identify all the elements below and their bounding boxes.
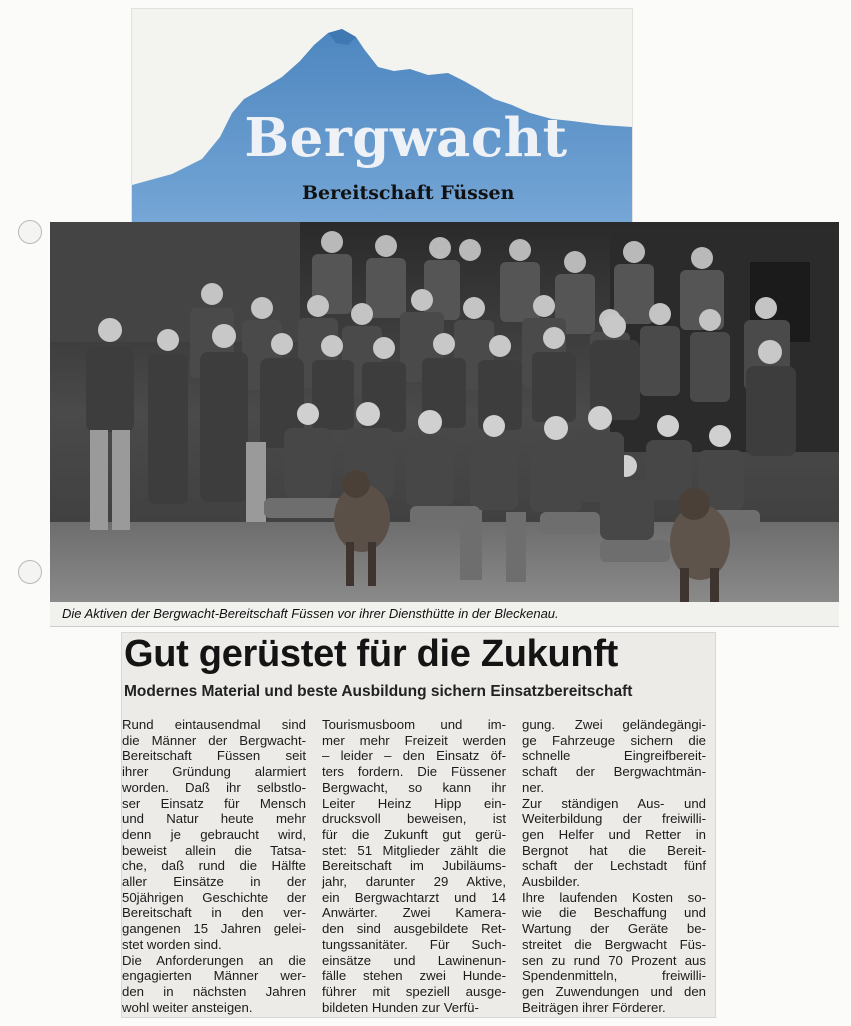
- article-line: Tourismusboom und im-: [322, 717, 506, 732]
- article-line: schaft der Bergwachtmän-: [522, 764, 706, 780]
- article-line: wie die Beschaffung und: [522, 905, 706, 921]
- article-line: Bereitschaft in den ver-: [122, 905, 306, 921]
- article-column-2: [322, 717, 506, 1015]
- article-line: beweist allein die Tatsa-: [122, 842, 306, 858]
- binder-hole-top: [18, 220, 42, 244]
- article-line: tungssanitäter. Für Such-: [322, 936, 506, 952]
- article-line: und Natur heute mehr: [122, 811, 306, 827]
- article-paragraph: [122, 953, 306, 1016]
- article-column-1: [122, 717, 306, 1015]
- article-line: Bergwacht, so kann ihr: [322, 779, 506, 795]
- article-paragraph: [522, 717, 706, 796]
- group-photo: [50, 222, 839, 602]
- article-line: wohl weiter ansteigen.: [122, 999, 253, 1015]
- article-line: mer mehr Freizeit werden: [322, 732, 506, 748]
- article-line: Die Anforderungen an die: [122, 952, 306, 968]
- group-photo-image: [50, 222, 839, 602]
- article-line: einsätze und Lawinenun-: [322, 952, 506, 968]
- article-line: Weiterbildung der freiwilli-: [522, 811, 706, 827]
- article-line: die Männer der Bergwacht-: [122, 732, 306, 748]
- article-line: aller Einsätze in der: [122, 874, 306, 890]
- article-line: Ausbilder.: [522, 874, 580, 890]
- article-headline: Gut gerüstet für die Zukunft: [124, 633, 619, 675]
- binder-hole-bottom: [18, 560, 42, 584]
- article-line: stet worden sind.: [122, 936, 222, 952]
- article-line: Bereitschaft im Jubiläums-: [322, 858, 506, 874]
- article-line: fälle stehen zwei Hunde-: [322, 968, 506, 984]
- article-paragraph: [522, 796, 706, 890]
- article-line: ner.: [522, 779, 544, 795]
- article-line: gung. Zwei geländegängi-: [522, 717, 706, 732]
- article-line: 50jährigen Geschichte der: [122, 889, 306, 905]
- article-line: ge Fahrzeuge sichern die: [522, 732, 706, 748]
- bergwacht-wordmark: Bergwacht: [244, 107, 568, 169]
- article-line: Ihre laufenden Kosten so-: [522, 889, 706, 905]
- article-line: führer mit speziell ausge-: [322, 983, 506, 999]
- article-line: gangenen 15 Jahren gelei-: [122, 921, 306, 937]
- article-line: Bereitschaft Füssen seit: [122, 748, 306, 764]
- article-line: stet: 51 Mitglieder zählt die: [322, 842, 506, 858]
- article-paragraph: [122, 717, 306, 953]
- article-line: gen Helfer und Retter in: [522, 826, 706, 842]
- article-line: Zur ständigen Aus- und: [522, 795, 706, 811]
- article-line: Bergnot hat die Bereit-: [522, 842, 706, 858]
- article-line: drucksvoll beweisen, ist: [322, 811, 506, 827]
- article-line: Spendenmitteln, freiwilli-: [522, 968, 706, 984]
- article-subheadline: Modernes Material und beste Ausbildung sichern Einsatzbereitschaft: [124, 683, 633, 700]
- article-line: – leider – den Einsatz öf-: [322, 748, 506, 764]
- bereitschaft-subtitle: Bereitschaft Füssen: [302, 182, 515, 204]
- article-line: den sind ausgebildete Ret-: [322, 921, 506, 937]
- article-line: schnelle Eingreifbereit-: [522, 748, 706, 764]
- article-line: den in nächsten Jahren: [122, 983, 306, 999]
- article-line: ihrer Gründung alarmiert: [122, 764, 306, 780]
- article-line: bildeten Hunden zur Verfü-: [322, 999, 479, 1015]
- article-line: ters fordern. Die Füssener: [322, 764, 506, 780]
- article-line: Leiter Heinz Hipp ein-: [322, 795, 506, 811]
- article-line: jahr, darunter 29 Aktive,: [322, 874, 506, 890]
- article-line: streitet die Bergwacht Füs-: [522, 936, 706, 952]
- bergwacht-header-clipping: [131, 8, 633, 223]
- article-line: Beiträgen ihrer Förderer.: [522, 999, 666, 1015]
- article-line: für die Zukunft gut gerü-: [322, 826, 506, 842]
- article-line: gen Zuwendungen und den: [522, 983, 706, 999]
- article-line: denn je gebraucht wird,: [122, 826, 306, 842]
- article-line: Wartung der Geräte be-: [522, 921, 706, 937]
- article-line: Rund eintausendmal sind: [122, 717, 306, 732]
- article-paragraph: [322, 717, 506, 1015]
- article-line: ein Bergwachtarzt und 14: [322, 889, 506, 905]
- article-column-3: [522, 717, 706, 1015]
- article-line: Anwärter. Zwei Kamera-: [322, 905, 506, 921]
- article-line: schaft der Lechstadt fünf: [522, 858, 706, 874]
- article-line: sen zu rund 70 Prozent aus: [522, 952, 706, 968]
- article-line: worden. Daß ihr selbstlo-: [122, 779, 306, 795]
- article-line: ser Einsatz für Mensch: [122, 795, 306, 811]
- article-paragraph: [522, 890, 706, 1016]
- article-line: engagierten Männer wer-: [122, 968, 306, 984]
- article-line: che, daß rund die Hälfte: [122, 858, 306, 874]
- photo-caption: Die Aktiven der Bergwacht-Bereitschaft Füssen vor ihrer Diensthütte in der Bleckenau.: [62, 606, 559, 621]
